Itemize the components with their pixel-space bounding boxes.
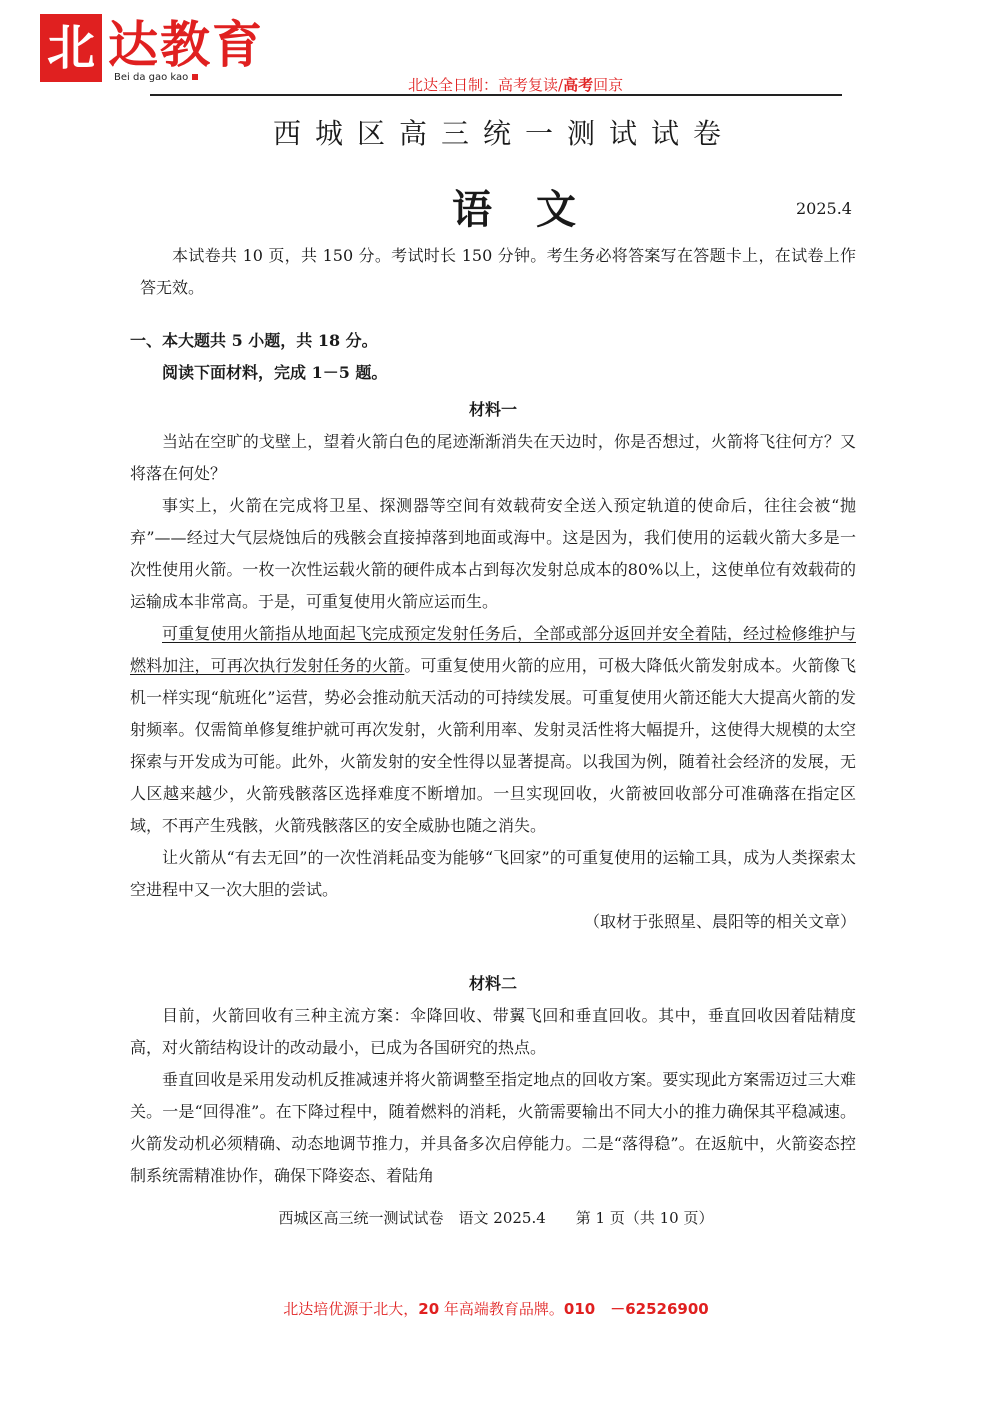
logo-dot-icon — [192, 74, 198, 80]
exam-intro: 本试卷共 10 页，共 150 分。考试时长 150 分钟。考生务必将答案写在答题卡上，在试卷上作答无效。 — [140, 246, 856, 297]
material-1-paragraph-3-rest: 。可重复使用火箭的应用，可极大降低火箭发射成本。火箭像飞机一样实现“航班化”运营，势必会推动航天活动的可持续发展。可重复使用火箭还能大大提高火箭的发射频率。仅需简单修复维护就可再次发射，火箭利用率、发射灵活性将大幅提升，这使得大规模的太空探索与开发成为可能。此外，火箭发射的安全性得以显著提高。以我国为例，随着社会经济的发展，无人区越来越少，火箭残骸落区选择难度不断增加。一旦实现回收，火箭被回收部分可准确落在指定区域，不再产生残骸，火箭残骸落区的安全威胁也随之消失。 — [130, 656, 856, 835]
material-1-paragraph-1: 当站在空旷的戈壁上，望着火箭白色的尾迹渐渐消失在天边时，你是否想过，火箭将飞往何方？又将落在何处？ — [130, 432, 856, 483]
header-tagline — [408, 74, 623, 95]
exam-title: 西城区高三统一测试试卷 — [272, 117, 735, 150]
material-2-paragraph-1: 目前，火箭回收有三种主流方案：伞降回收、带翼飞回和垂直回收。其中，垂直回收因着陆精度高，对火箭结构设计的改动最小，已成为各国研究的热点。 — [130, 1006, 856, 1057]
material-1-paragraph-2: 事实上，火箭在完成将卫星、探测器等空间有效载荷安全送入预定轨道的使命后，往往会被“抛弃”——经过大气层烧蚀后的残骸会直接掉落到地面或海中。这是因为，我们使用的运载火箭大多是一次性使用火箭。一枚一次性运载火箭的硬件成本占到每次发射总成本的80%以上，这使单位有效载荷的运输成本非常高。于是，可重复使用火箭应运而生。 — [130, 496, 856, 611]
material-1-block — [130, 394, 856, 938]
section-heading: 一、本大题共 5 小题，共 18 分。 — [130, 331, 378, 350]
tagline-prefix: 北达全日制：高考复读/ — [408, 76, 564, 94]
material-1-paragraph-4: 让火箭从“有去无回”的一次性消耗品变为能够“飞回家”的可重复使用的运输工具，成为人类探索太空进程中又一次大胆的尝试。 — [130, 848, 856, 899]
tagline-bold: 高考 — [563, 76, 594, 94]
ad-phone: 010 －62526900 — [563, 1300, 709, 1318]
exam-intro-block — [140, 240, 856, 304]
material-2-paragraph-2: 垂直回收是采用发动机反推减速并将火箭调整至指定地点的回收方案。要实现此方案需迈过三大难关。一是“回得准”。在下降过程中，随着燃料的消耗，火箭需要输出不同大小的推力确保其平稳减速。火箭发动机必须精确、动态地调节推力，并具备多次启停能力。二是“落得稳”。在返航中，火箭姿态控制系统需精准协作，确保下降姿态、着陆角 — [130, 1070, 856, 1185]
page-footer: 西城区高三统一测试试卷 语文 2025.4 第 1 页（共 10 页） — [278, 1209, 714, 1227]
ad-years: 20 — [418, 1300, 440, 1318]
underlined-definition: 可重复使用火箭指从地面起飞完成预定发射任务后，全部或部分返回并安全着陆，经过检修维护与燃料加注，可再次执行发射任务的火箭 — [130, 624, 856, 675]
ad-prefix: 北达培优源于北大， — [283, 1300, 419, 1318]
ad-mid: 年高端教育品牌。 — [439, 1300, 564, 1318]
logo-text: 达教育 — [108, 15, 264, 74]
advertisement-line — [0, 1298, 992, 1319]
subject-title: 语文 — [452, 186, 620, 233]
material-1-paragraph-3 — [130, 618, 856, 842]
material-1-title: 材料一 — [468, 400, 517, 419]
section-instruction: 阅读下面材料，完成 1－5 题。 — [162, 363, 388, 382]
material-1-source: （取材于张照星、晨阳等的相关文章） — [583, 912, 856, 931]
logo-subtitle — [114, 72, 198, 83]
material-2-title: 材料二 — [468, 974, 517, 993]
logo-mark-text: 北 — [46, 20, 95, 76]
section-1-block — [130, 325, 856, 389]
header-divider — [150, 94, 842, 96]
logo-mark — [40, 14, 102, 82]
logo-subtitle-text: Bei da gao kao — [114, 72, 189, 83]
tagline-suffix: 回京 — [593, 76, 624, 94]
exam-date: 2025.4 — [796, 199, 852, 218]
material-2-block — [130, 968, 856, 1192]
